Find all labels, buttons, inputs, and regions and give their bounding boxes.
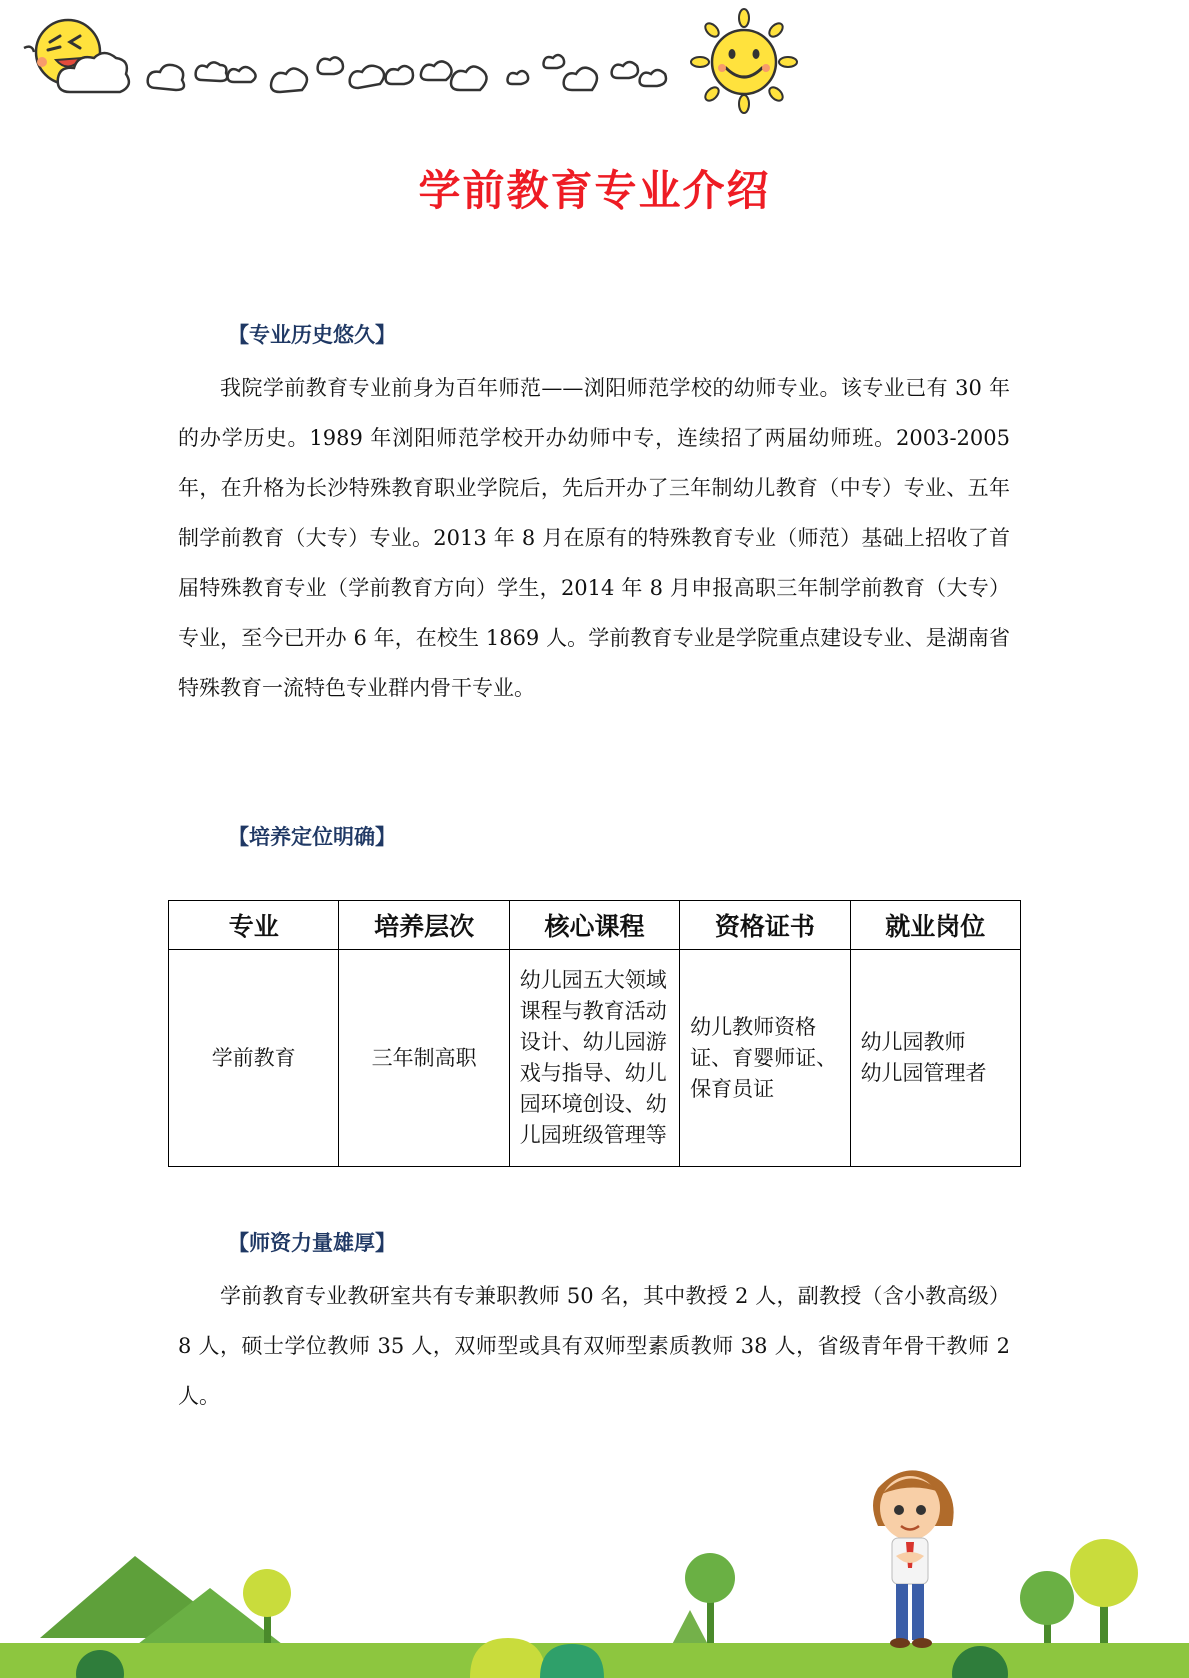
job-item: 幼儿园教师 — [860, 1030, 966, 1054]
page-title: 学前教育专业介绍 — [418, 166, 771, 215]
table-header-cell: 资格证书 — [680, 901, 850, 950]
table-header-cell: 就业岗位 — [850, 901, 1020, 950]
boy-cartoon-icon — [873, 1470, 954, 1648]
training-table — [168, 900, 1021, 1167]
cell-certificates: 幼儿教师资格证、育婴师证、保育员证 — [680, 950, 850, 1167]
history-paragraph: 我院学前教育专业前身为百年师范——浏阳师范学校的幼师专业。该专业已有 30 年的办学历史。1989 年浏阳师范学校开办幼师中专，连续招了两届幼师班。2003-2005 年，在升格为长沙特殊教育职业学院后，先后开办了三年制幼儿教育（中专）专业、五年制学前教育（大专）专业。2013 年 8 月在原有的特殊教育专业（师范）基础上招收了首届特殊教育专业（学前教育方向）学生，2014 年 8 月申报高职三年制学前教育（大专）专业，至今已开办 6 年，在校生 1869 人。学前教育专业是学院重点建设专业、是湖南省特殊教育一流特色专业群内骨干专业。 — [178, 376, 1010, 700]
table-header-cell: 专业 — [169, 901, 339, 950]
cell-jobs — [850, 950, 1020, 1167]
table-header-row — [169, 901, 1021, 950]
job-item: 幼儿园管理者 — [860, 1061, 987, 1085]
cell-courses: 幼儿园五大领域课程与教育活动设计、幼儿园游戏与指导、幼儿园环境创设、幼儿园班级管理等 — [509, 950, 679, 1167]
section-heading-positioning: 【培养定位明确】 — [228, 825, 396, 849]
cell-level: 三年制高职 — [339, 950, 509, 1167]
cloud-icon — [58, 53, 666, 92]
cell-major: 学前教育 — [169, 950, 339, 1167]
table-row — [169, 950, 1021, 1167]
faculty-paragraph: 学前教育专业教研室共有专兼职教师 50 名，其中教授 2 人，副教授（含小教高级）8 人，硕士学位教师 35 人，双师型或具有双师型素质教师 38 人，省级青年骨干教师 2 人。 — [178, 1284, 1010, 1408]
sun-icon — [691, 9, 797, 113]
bottom-decoration — [0, 1438, 1189, 1678]
section-heading-faculty: 【师资力量雄厚】 — [228, 1231, 396, 1255]
table-header-cell: 培养层次 — [339, 901, 509, 950]
top-decoration — [0, 0, 820, 120]
section-heading-history: 【专业历史悠久】 — [228, 323, 396, 347]
table-header-cell: 核心课程 — [509, 901, 679, 950]
